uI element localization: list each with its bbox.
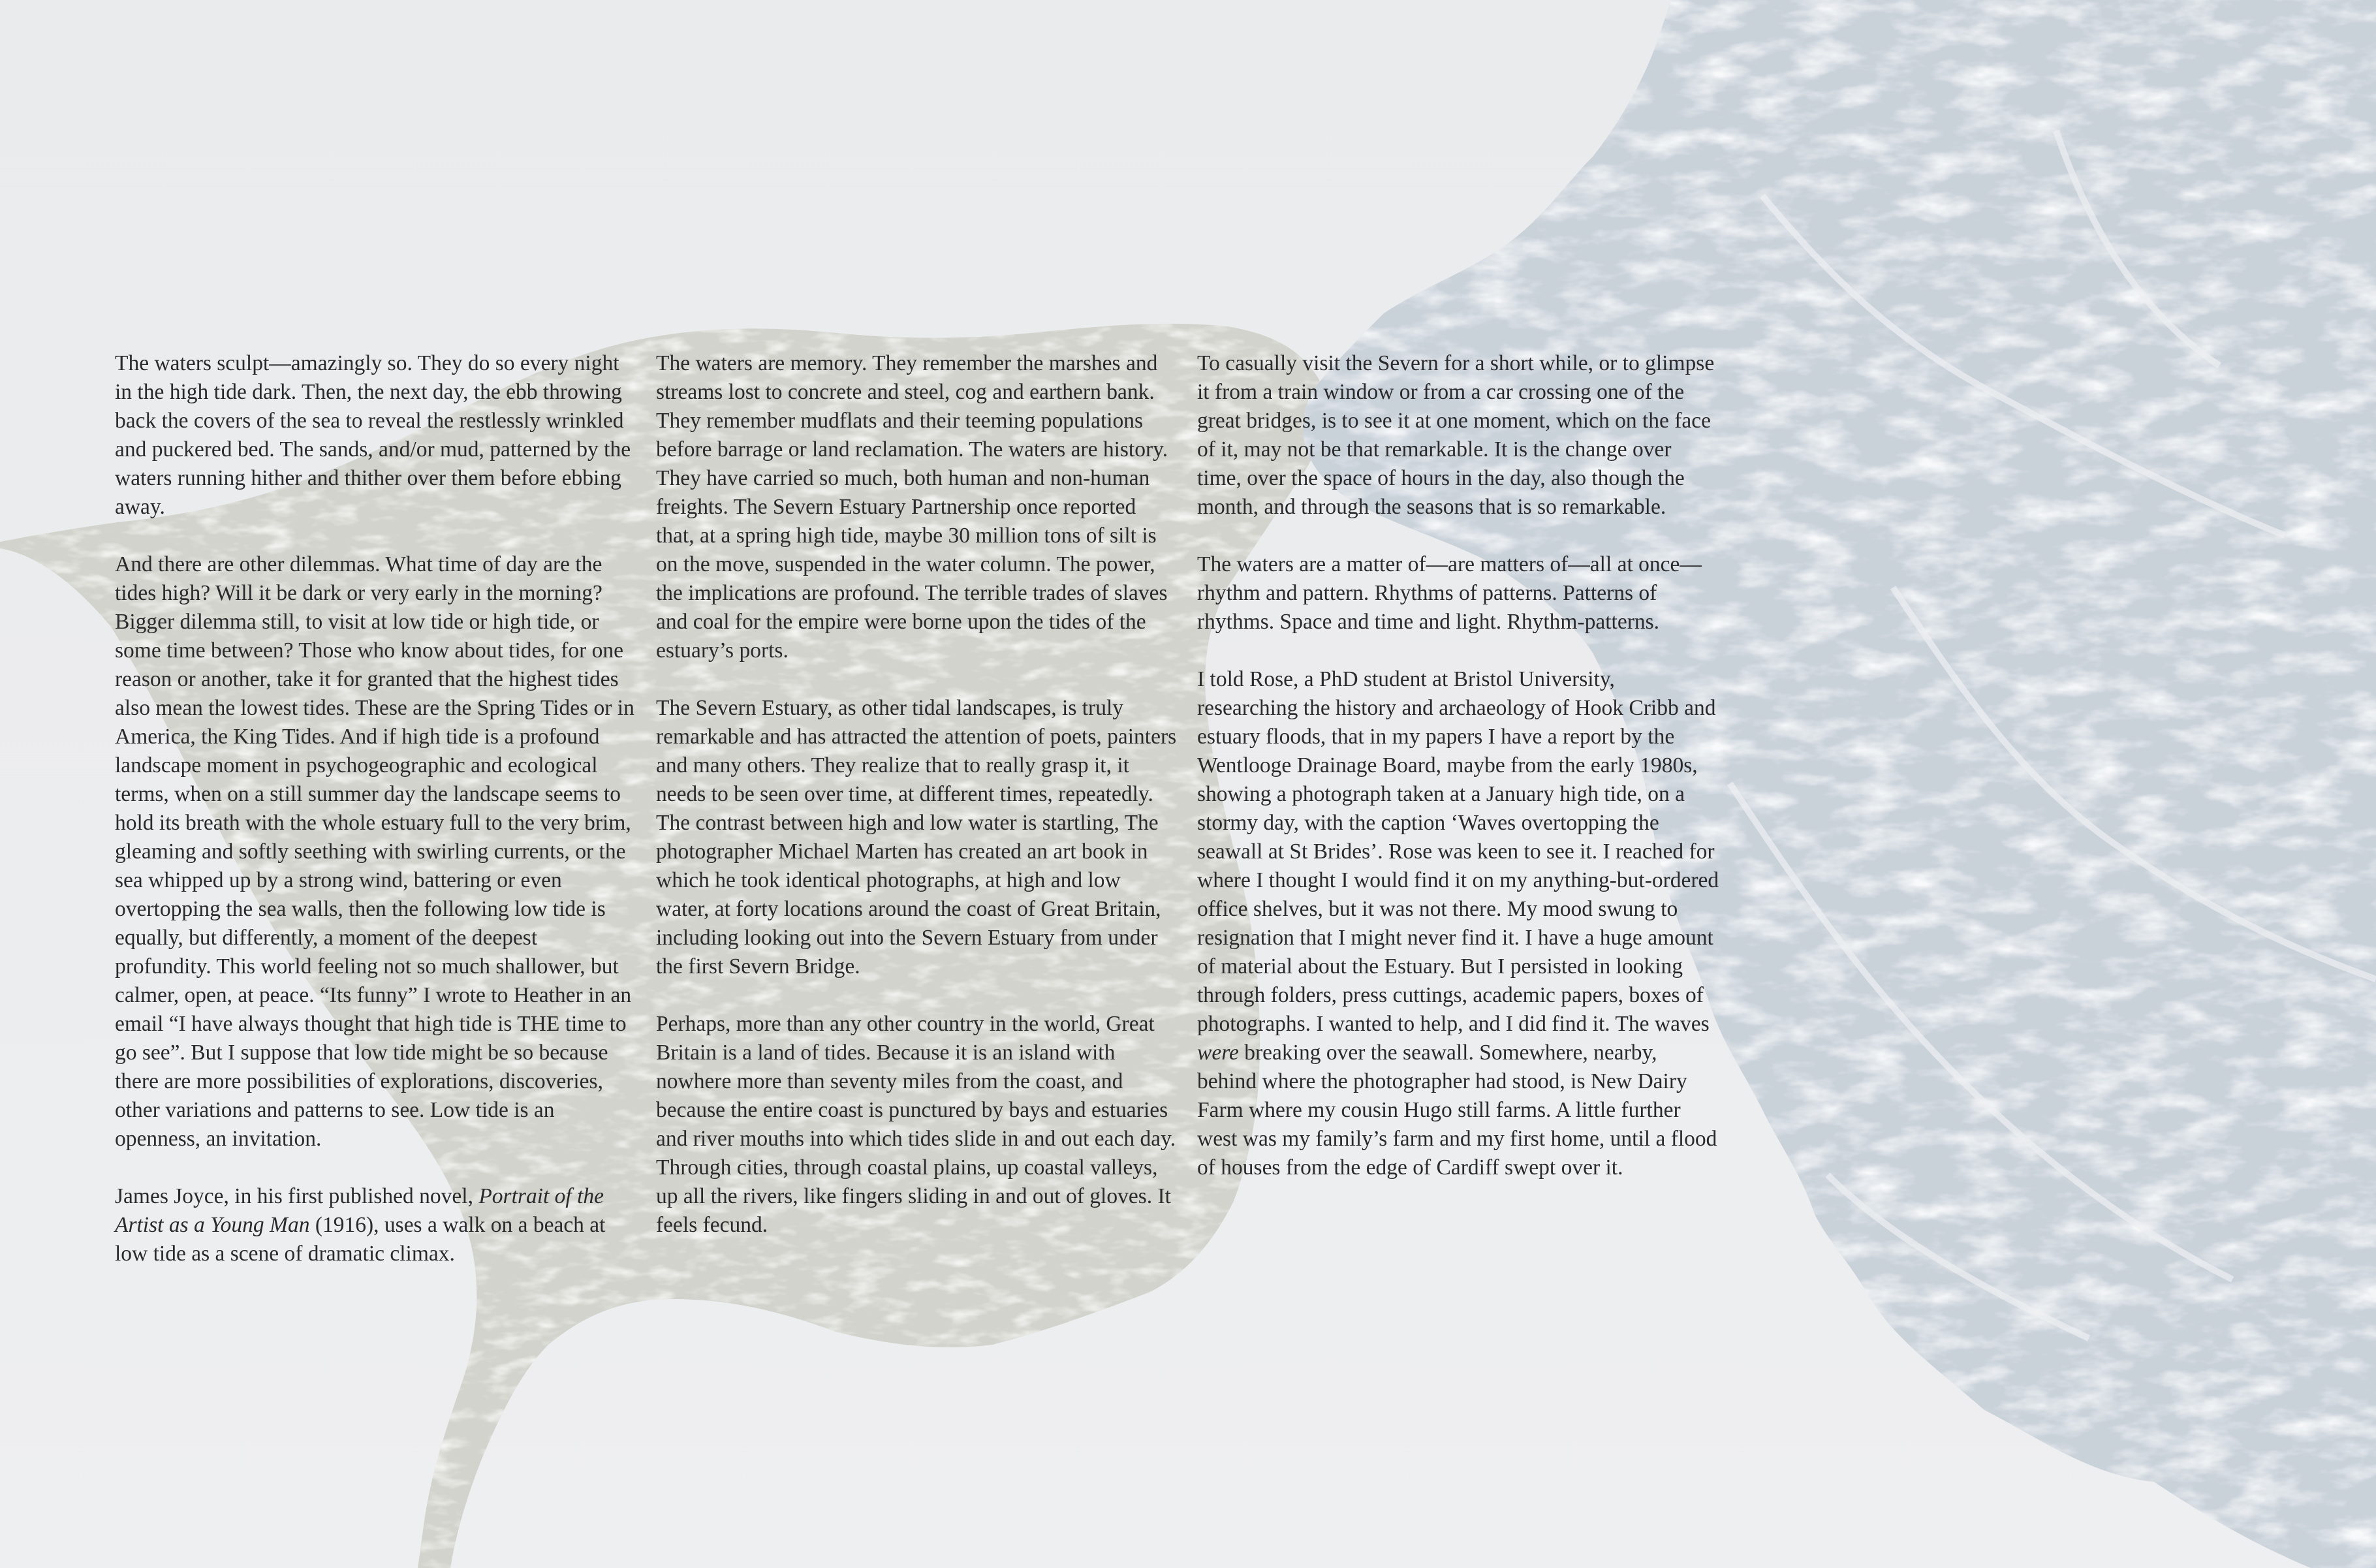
paragraph: [115, 1182, 637, 1268]
paragraph: And there are other dilemmas. What time of day are the tides high? Will it be dark or very early in the morning? Bigger dilemma still, to visit at low tide or high tide, or some time between? Those who know about tides, for one reason or another, take it for granted that the highest tides also mean the lowest tides. These are the Spring Tides or in America, the King Tides. And if high tide is a profound landscape moment in psychogeographic and ecological terms, when on a still summer day the landscape seems to hold its breath with the whole estuary full to the very brim, gleaming and softly seething with swirling currents, or the sea whipped up by a strong wind, battering or even overtopping the sea walls, then the following low tide is equally, but differently, a moment of the deepest profundity. This world feeling not so much shallower, but calmer, open, at peace. “Its funny” I wrote to Heather in an email “I have always thought that high tide is THE time to go see”. But I suppose that low tide might be so because there are more possibilities of explorations, discoveries, other variations and patterns to see. Low tide is an openness, an invitation.: [115, 552, 634, 1151]
paragraph: Perhaps, more than any other country in the world, Great Britain is a land of tides. Because it is an island with nowhere more than seventy miles from the coast, and because the entire coast is punctured by bays and estuaries and river mouths into which tides slide in and out each day. Through cities, through coastal plains, up coastal valleys, up all the rivers, like fingers sliding in and out of gloves. It feels fecund.: [656, 1012, 1176, 1237]
paragraph: The waters are a matter of—are matters of—all at once—rhythm and pattern. Rhythms of patterns. Patterns of rhythms. Space and time and light. Rhythm-patterns.: [1197, 552, 1702, 634]
paragraph-text: James Joyce, in his first published novel,: [115, 1184, 479, 1208]
paragraph: To casually visit the Severn for a short while, or to glimpse it from a train window or from a car crossing one of the great bridges, is to see it at one moment, which on the face of it, may not be that remarkable. It is the change over time, over the space of hours in the day, also though the month, and through the seasons that is so remarkable.: [1197, 351, 1715, 519]
paragraph: The waters sculpt—amazingly so. They do so every night in the high tide dark. Then, the next day, the ebb throwing back the covers of the sea to reveal the restlessly wrinkled and puckered bed. The sands, and/or mud, patterned by the waters running hither and thither over them before ebbing away.: [115, 351, 631, 519]
text-column-2: [656, 349, 1178, 1240]
paragraph: The Severn Estuary, as other tidal landscapes, is truly remarkable and has attracted the attention of poets, painters and many others. They realize that to really grasp it, it needs to be seen over time, at different times, repeatedly. The contrast between high and low water is startling, The photographer Michael Marten has created an art book in which he took identical photographs, at high and low water, at forty locations around the coast of Great Britain, including looking out into the Severn Estuary from under the first Severn Bridge.: [656, 696, 1177, 979]
paragraph-text: breaking over the seawall. Somewhere, nearby, behind where the photographer had stood, is New Dairy Farm where my cousin Hugo still farms. A little further west was my family’s farm and my first home, until a flood of houses from the edge of Cardiff swept over it.: [1197, 1041, 1717, 1180]
emphasis-word: were: [1197, 1041, 1239, 1065]
text-column-3: [1197, 349, 1719, 1182]
paragraph-text: (1916), uses a walk on a beach at low tide as a scene of dramatic climax.: [115, 1213, 606, 1266]
paragraph-text: I told Rose, a PhD student at Bristol University, researching the history and archaeology of Hook Cribb and estuary floods, that in my papers I have a report by the Wentlooge Drainage Board, maybe from the early 1980s, showing a photograph taken at a January high tide, on a stormy day, with the caption ‘Waves overtopping the seawall at St Brides’. Rose was keen to see it. I reached for where I thought I would find it on my anything-but-ordered office shelves, but it was not there. My mood swung to resignation that I might never find it. I have a huge amount of material about the Estuary. But I persisted in looking through folders, press cuttings, academic papers, boxes of photographs. I wanted to help, and I did find it. The waves: [1197, 667, 1719, 1036]
paragraph: The waters are memory. They remember the marshes and streams lost to concrete and steel, cog and earthern bank. They remember mudflats and their teeming populations before barrage or land reclamation. The waters are history. They have carried so much, both human and non-human freights. The Severn Estuary Partnership once reported that, at a spring high tide, maybe 30 million tons of silt is on the move, suspended in the water column. The power, the implications are profound. The terrible trades of slaves and coal for the empire were borne upon the tides of the estuary’s ports.: [656, 351, 1168, 663]
text-column-1: [115, 349, 637, 1268]
book-title: Portrait of the Artist as a Young Man: [115, 1184, 604, 1237]
paragraph: [1197, 665, 1719, 1182]
